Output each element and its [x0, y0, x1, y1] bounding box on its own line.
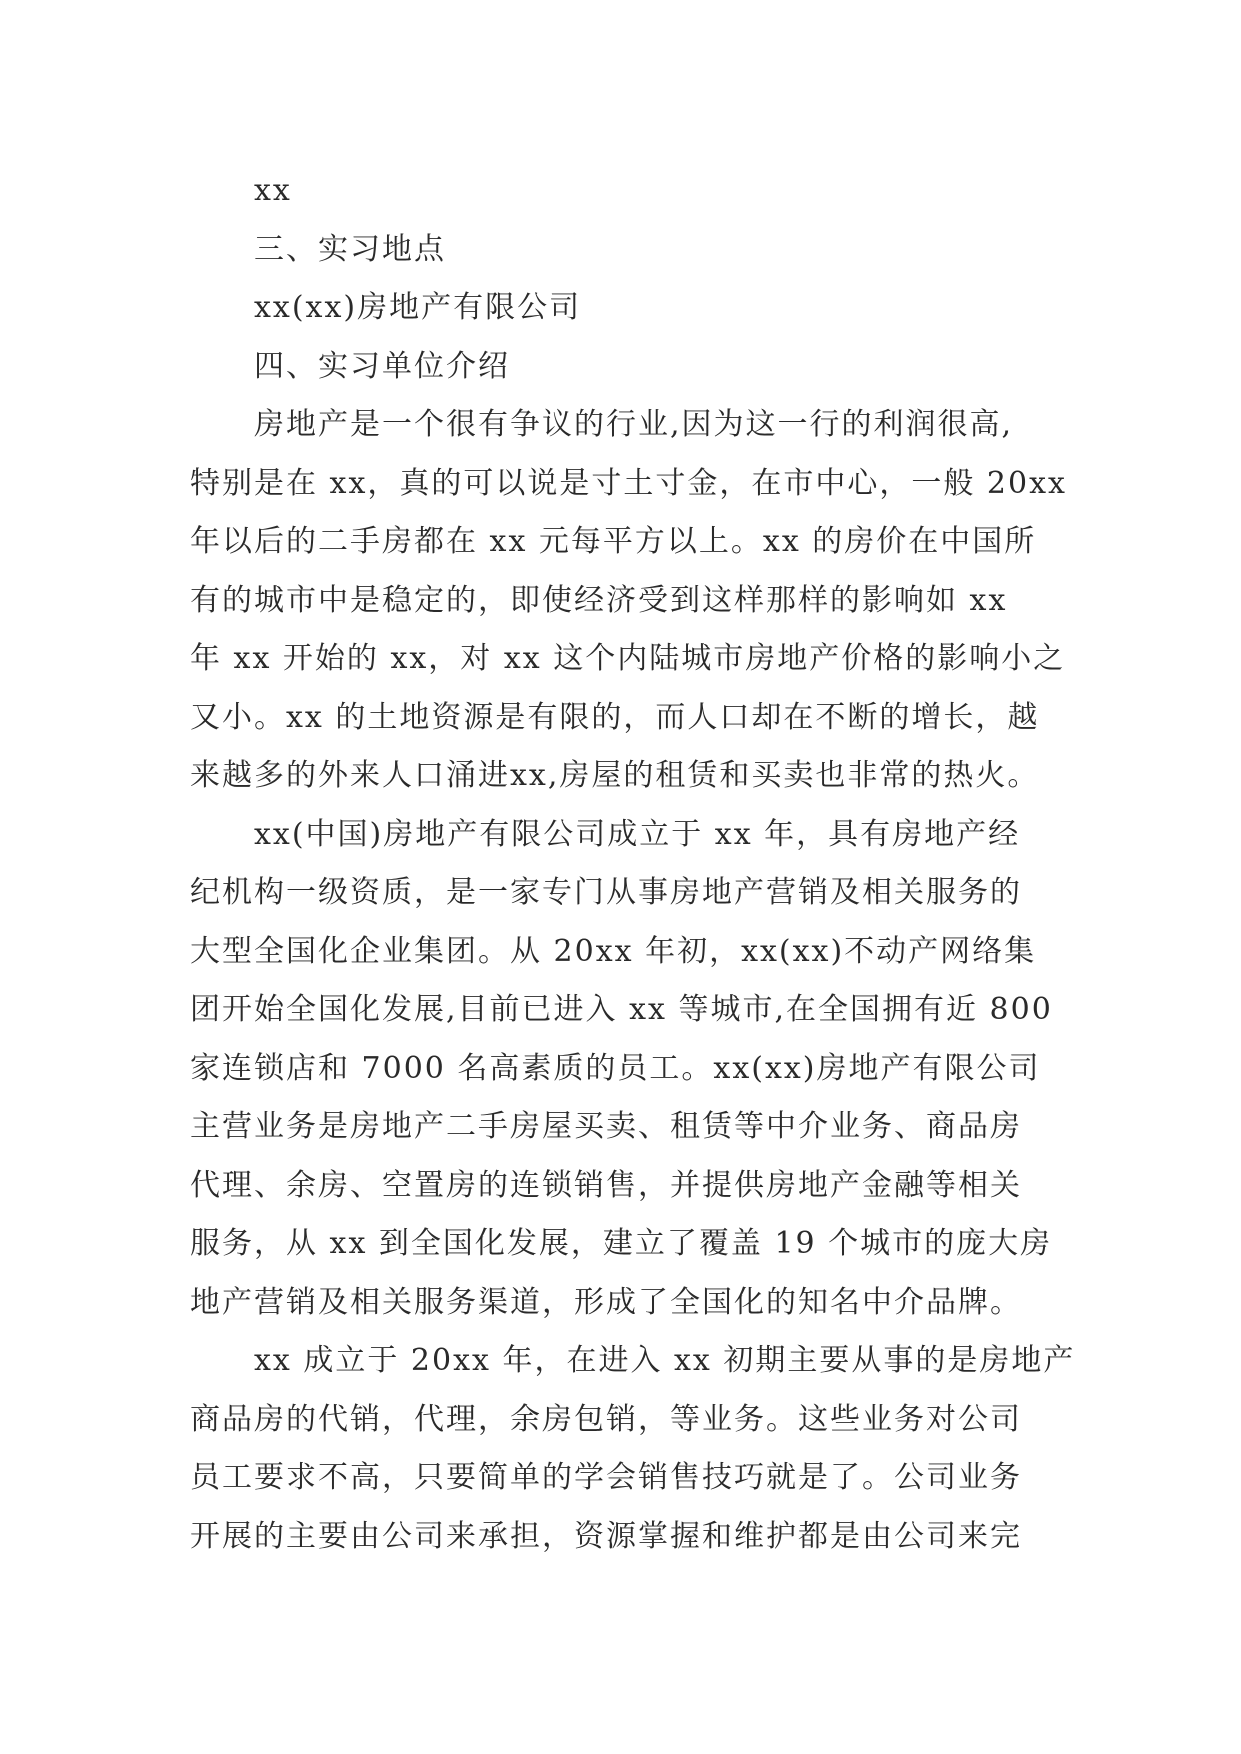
- paragraph-1-line-1: 房地产是一个很有争议的行业,因为这一行的利润很高,: [254, 407, 1014, 442]
- document-body: [190, 162, 1076, 1566]
- paragraph-1-line-7: 来越多的外来人口涌进xx,房屋的租赁和买卖也非常的热火。: [190, 758, 1040, 793]
- paragraph-1-line-2: 特别是在 xx，真的可以说是寸土寸金，在市中心，一般 20xx: [190, 465, 1067, 501]
- paragraph-2-line-1: xx(中国)房地产有限公司成立于 xx 年，具有房地产经: [254, 816, 1021, 852]
- paragraph-2-line-5: 家连锁店和 7000 名高素质的员工。xx(xx)房地产有限公司: [190, 1050, 1041, 1086]
- paragraph-3-line-1: xx 成立于 20xx 年，在进入 xx 初期主要从事的是房地产: [254, 1343, 1076, 1378]
- paragraph-1-line-6: 又小。xx 的土地资源是有限的，而人口却在不断的增长，越: [190, 699, 1040, 735]
- paragraph-1-line-5: 年 xx 开始的 xx，对 xx 这个内陆城市房地产价格的影响小之: [190, 641, 1066, 676]
- section-heading-unit-introduction: 四、实习单位介绍: [254, 348, 510, 384]
- section-heading-internship-location: 三、实习地点: [254, 231, 446, 267]
- paragraph-2-line-2: 纪机构一级资质，是一家专门从事房地产营销及相关服务的: [190, 875, 1022, 910]
- paragraph-2-line-3: 大型全国化企业集团。从 20xx 年初，xx(xx)不动产网络集: [190, 933, 1037, 969]
- paragraph-1-line-4: 有的城市中是稳定的，即使经济受到这样那样的影响如 xx: [190, 582, 1008, 618]
- paragraph-3-line-3: 员工要求不高，只要简单的学会销售技巧就是了。公司业务: [190, 1460, 1022, 1495]
- company-name-line: xx(xx)房地产有限公司: [254, 290, 582, 325]
- text-line-heading-xx: xx: [254, 173, 292, 208]
- paragraph-3-line-4: 开展的主要由公司来承担，资源掌握和维护都是由公司来完: [190, 1518, 1022, 1554]
- paragraph-2-line-4: 团开始全国化发展,目前已进入 xx 等城市,在全国拥有近 800: [190, 992, 1053, 1027]
- paragraph-3-line-2: 商品房的代销，代理，余房包销，等业务。这些业务对公司: [190, 1401, 1022, 1437]
- paragraph-2-line-9: 地产营销及相关服务渠道，形成了全国化的知名中介品牌。: [190, 1284, 1022, 1320]
- paragraph-1-line-3: 年以后的二手房都在 xx 元每平方以上。xx 的房价在中国所: [190, 524, 1037, 559]
- paragraph-2-line-8: 服务，从 xx 到全国化发展，建立了覆盖 19 个城市的庞大房: [190, 1226, 1053, 1261]
- paragraph-2-line-7: 代理、余房、空置房的连锁销售，并提供房地产金融等相关: [190, 1167, 1022, 1203]
- paragraph-2-line-6: 主营业务是房地产二手房屋买卖、租赁等中介业务、商品房: [190, 1109, 1022, 1144]
